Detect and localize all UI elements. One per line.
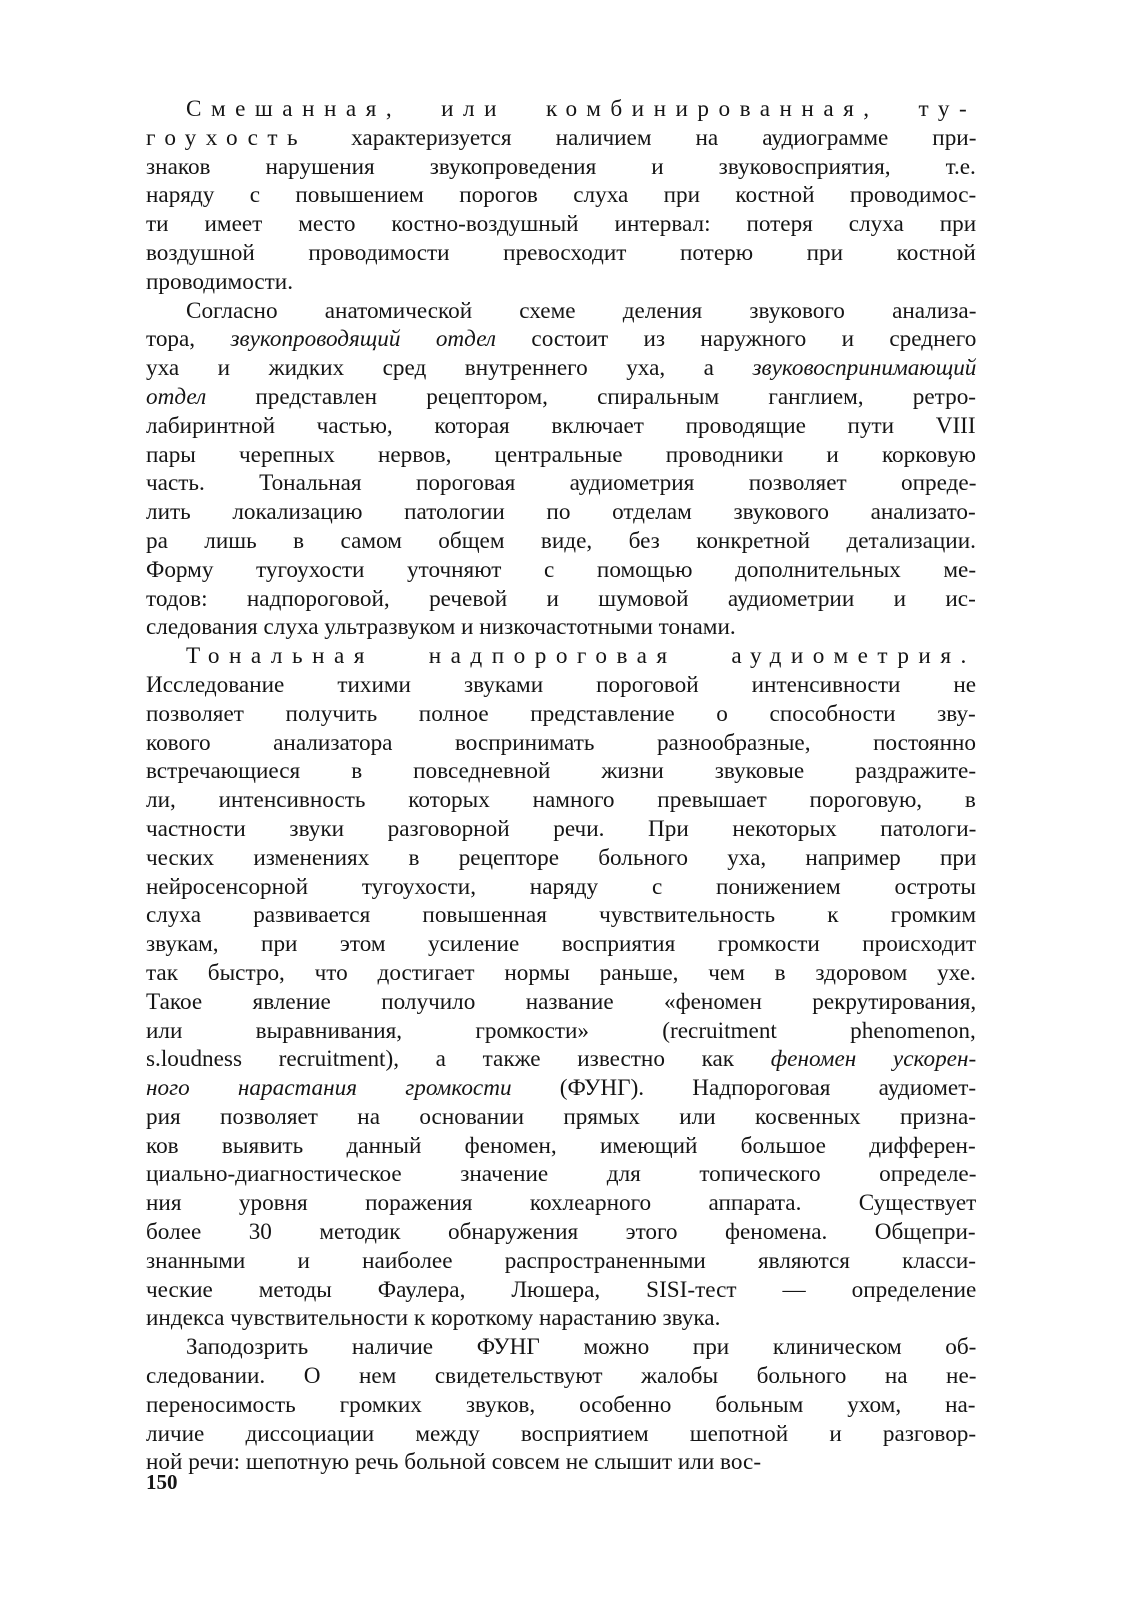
text-line xyxy=(146,700,976,729)
text-run: Исследование тихими звуками пороговой интенсивности не xyxy=(146,671,977,698)
text-line xyxy=(146,988,976,1017)
text-line xyxy=(146,1218,976,1247)
text-run: характеризуется наличием на аудиограмме при- xyxy=(307,124,977,151)
text-line xyxy=(146,354,976,383)
text-run: ли, интенсивность которых намного превышает пороговую, в xyxy=(146,787,976,814)
italic-term: ного нарастания громкости xyxy=(146,1075,512,1102)
text-line xyxy=(146,1247,976,1276)
text-line xyxy=(146,181,976,210)
text-line xyxy=(146,1448,976,1477)
text-line xyxy=(146,210,976,239)
text-run: состоит из наружного и среднего xyxy=(496,326,977,353)
text-line xyxy=(146,642,976,671)
text-line xyxy=(146,757,976,786)
text-run: s.loudness recruitment), а также известно как xyxy=(146,1046,771,1073)
spaced-heading: гоухость xyxy=(146,124,308,151)
text-line xyxy=(146,1160,976,1189)
text-line xyxy=(146,585,976,614)
text-run: часть. Тональная пороговая аудиометрия позволяет опреде- xyxy=(146,470,977,497)
text-run: ния уровня поражения кохлеарного аппарата. Существует xyxy=(146,1190,977,1217)
text-line xyxy=(146,786,976,815)
text-run: знанными и наиболее распространенными являются класси- xyxy=(146,1247,976,1274)
text-run: ти имеет место костно-воздушный интервал: потеря слуха при xyxy=(146,211,977,238)
text-run: лить локализацию патологии по отделам звукового анализато- xyxy=(146,499,976,526)
text-line xyxy=(146,412,976,441)
text-line xyxy=(146,1276,976,1305)
text-run: следования слуха ультразвуком и низкочастотными тонами. xyxy=(146,614,736,641)
text-line xyxy=(146,153,976,182)
italic-term: отдел xyxy=(146,383,207,410)
text-line xyxy=(146,930,976,959)
page-number: 150 xyxy=(146,1470,178,1494)
text-run: (ФУНГ). Надпороговая аудиомет- xyxy=(511,1075,977,1102)
italic-term: феномен ускорен- xyxy=(770,1046,977,1073)
text-line xyxy=(146,1362,976,1391)
text-run: личие диссоциации между восприятием шепотной и разговор- xyxy=(146,1420,977,1447)
text-line xyxy=(146,297,976,326)
paragraph-mixed-hearing-loss xyxy=(146,95,976,297)
text-line xyxy=(146,613,976,642)
text-line xyxy=(146,815,976,844)
italic-term: звуковоспринимающий xyxy=(752,355,977,382)
text-run: Заподозрить наличие ФУНГ можно при клиническом об- xyxy=(186,1334,977,1361)
text-run: наряду с повышением порогов слуха при костной проводимос- xyxy=(146,182,977,209)
text-line xyxy=(146,383,976,412)
text-line xyxy=(146,1074,976,1103)
text-run: лабиринтной частью, которая включает проводящие пути VIII xyxy=(146,412,976,439)
text-line xyxy=(146,844,976,873)
text-run: слуха развивается повышенная чувствительность к громким xyxy=(146,902,977,929)
text-run: проводимости. xyxy=(146,268,293,295)
text-run: циально-диагностическое значение для топического определе- xyxy=(146,1161,977,1188)
text-run: ческие методы Фаулера, Люшера, SISI-тест — определение xyxy=(146,1276,977,1303)
text-line xyxy=(146,1045,976,1074)
text-run: частности звуки разговорной речи. При некоторых патологи- xyxy=(146,815,977,842)
text-line xyxy=(146,1132,976,1161)
text-run: так быстро, что достигает нормы раньше, чем в здоровом ухе. xyxy=(146,959,976,986)
text-run: позволяет получить полное представление о способности зву- xyxy=(146,700,976,727)
text-line xyxy=(146,1304,976,1333)
text-run: тора, xyxy=(146,326,231,353)
text-line xyxy=(146,729,976,758)
text-run: ческих изменениях в рецепторе больного уха, например при xyxy=(146,844,977,871)
text-run: уха и жидких сред внутреннего уха, а xyxy=(146,355,753,382)
text-run: представлен рецептором, спиральным ганглием, ретро- xyxy=(206,383,977,410)
text-line xyxy=(146,268,976,297)
text-run: индекса чувствительности к короткому нарастанию звука. xyxy=(146,1305,721,1332)
text-run: знаков нарушения звукопроведения и звуковосприятия, т.е. xyxy=(146,153,976,180)
text-run: переносимость громких звуков, особенно больным ухом, на- xyxy=(146,1391,976,1418)
paragraph-fung-suspicion xyxy=(146,1333,976,1477)
text-line xyxy=(146,1103,976,1132)
text-line xyxy=(146,901,976,930)
text-line xyxy=(146,1189,976,1218)
text-line xyxy=(146,325,976,354)
text-line xyxy=(146,1420,976,1449)
text-run: Форму тугоухости уточняют с помощью дополнительных ме- xyxy=(146,556,977,583)
text-run: воздушной проводимости превосходит потерю при костной xyxy=(146,239,976,266)
text-line xyxy=(146,1391,976,1420)
text-line xyxy=(146,1333,976,1362)
text-run: звукам, при этом усиление восприятия громкости происходит xyxy=(146,931,977,958)
text-line xyxy=(146,527,976,556)
text-run: ра лишь в самом общем виде, без конкретной детализации. xyxy=(146,527,976,554)
text-run: ков выявить данный феномен, имеющий большое дифферен- xyxy=(146,1132,976,1159)
text-run: или выравнивания, громкости» (recruitment phenomenon, xyxy=(146,1017,976,1044)
text-line xyxy=(146,556,976,585)
text-line xyxy=(146,124,976,153)
page-body xyxy=(146,95,976,1477)
text-line xyxy=(146,873,976,902)
text-run: Согласно анатомической схеме деления звукового анализа- xyxy=(186,297,977,324)
text-run: кового анализатора воспринимать разнообразные, постоянно xyxy=(146,729,976,756)
spaced-heading: Тональная надпороговая аудиометрия. xyxy=(186,643,976,670)
text-line xyxy=(146,441,976,470)
italic-term: звукопроводящий отдел xyxy=(230,326,497,353)
text-line xyxy=(146,239,976,268)
spaced-heading: Смешанная, или комбинированная, ту- xyxy=(186,96,977,122)
text-run: более 30 методик обнаружения этого феномена. Общепри- xyxy=(146,1219,976,1246)
text-run: Такое явление получило название «феномен рекрутирования, xyxy=(146,988,977,1015)
text-run: нейросенсорной тугоухости, наряду с понижением остроты xyxy=(146,873,976,900)
text-line xyxy=(146,498,976,527)
paragraph-analyzer-anatomy xyxy=(146,297,976,643)
text-line xyxy=(146,469,976,498)
text-run: тодов: надпороговой, речевой и шумовой аудиометрии и ис- xyxy=(146,585,976,612)
text-run: следовании. О нем свидетельствуют жалобы больного на не- xyxy=(146,1363,977,1390)
text-run: рия позволяет на основании прямых или косвенных призна- xyxy=(146,1103,977,1130)
text-run: встречающиеся в повседневной жизни звуковые раздражите- xyxy=(146,758,977,785)
paragraph-suprathreshold-audiometry xyxy=(146,642,976,1333)
text-line xyxy=(146,959,976,988)
text-run: ной речи: шепотную речь больной совсем не слышит или вос- xyxy=(146,1449,762,1476)
text-line xyxy=(146,1017,976,1046)
text-line xyxy=(146,671,976,700)
text-line xyxy=(146,95,976,124)
text-run: пары черепных нервов, центральные проводники и корковую xyxy=(146,441,976,468)
